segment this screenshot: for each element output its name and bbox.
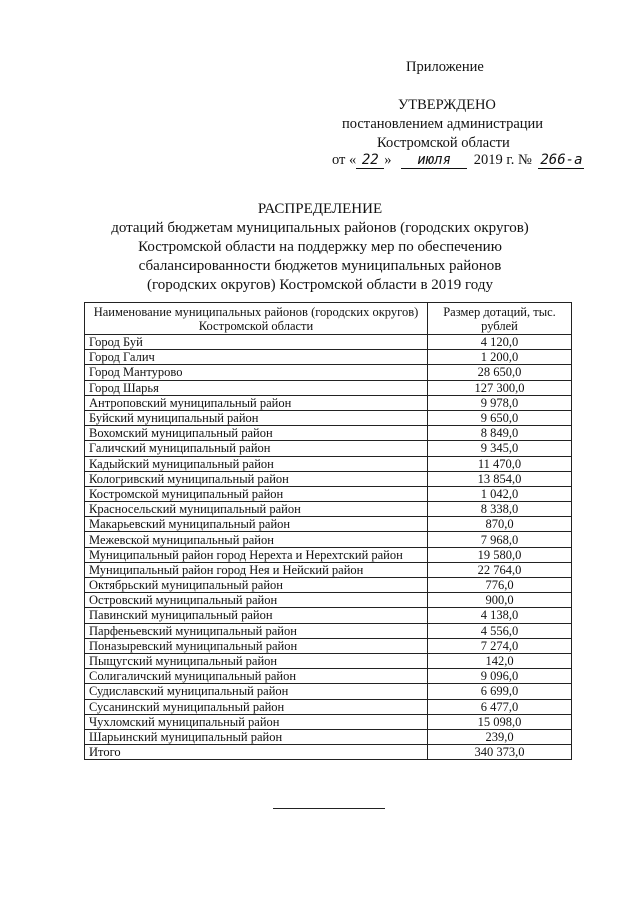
row-value: 15 098,0 — [428, 714, 572, 729]
row-name: Кологривский муниципальный район — [85, 471, 428, 486]
table-row — [85, 456, 572, 471]
heading-line-4: (городских округов) Костромской области в 2019 году — [146, 277, 494, 293]
row-value: 1 200,0 — [428, 350, 572, 365]
header-name: Наименование муниципальных районов (городских округов) Костромской области — [85, 303, 428, 335]
row-name: Пыщугский муниципальный район — [85, 653, 428, 668]
row-value: 8 849,0 — [428, 426, 572, 441]
subsidy-table — [84, 302, 572, 760]
table-row — [85, 699, 572, 714]
table-row — [85, 623, 572, 638]
row-value: 900,0 — [428, 593, 572, 608]
row-value: 28 650,0 — [428, 365, 572, 380]
row-name: Галичский муниципальный район — [85, 441, 428, 456]
table-row — [85, 517, 572, 532]
heading-line-1: дотаций бюджетам муниципальных районов (городских округов) — [111, 220, 529, 236]
row-value: 4 556,0 — [428, 623, 572, 638]
date-month: июля — [401, 153, 467, 169]
row-name: Макарьевский муниципальный район — [85, 517, 428, 532]
row-value: 11 470,0 — [428, 456, 572, 471]
table-row — [85, 335, 572, 350]
table-row — [85, 578, 572, 593]
row-name: Буйский муниципальный район — [85, 410, 428, 425]
row-value: 4 138,0 — [428, 608, 572, 623]
row-name: Город Шарья — [85, 380, 428, 395]
table-row — [85, 653, 572, 668]
table-row — [85, 471, 572, 486]
table-row — [85, 593, 572, 608]
table-row — [85, 365, 572, 380]
row-value: 340 373,0 — [428, 745, 572, 760]
row-value: 8 338,0 — [428, 502, 572, 517]
row-name: Парфеньевский муниципальный район — [85, 623, 428, 638]
date-day: 22 — [356, 153, 384, 169]
row-value: 9 650,0 — [428, 410, 572, 425]
row-value: 7 968,0 — [428, 532, 572, 547]
row-value: 9 345,0 — [428, 441, 572, 456]
row-name: Вохомский муниципальный район — [85, 426, 428, 441]
table-row — [85, 441, 572, 456]
row-value: 776,0 — [428, 578, 572, 593]
table-row — [85, 714, 572, 729]
row-name: Шарьинский муниципальный район — [85, 729, 428, 744]
row-value: 870,0 — [428, 517, 572, 532]
row-name: Муниципальный район город Нея и Нейский район — [85, 562, 428, 577]
table-body — [85, 335, 572, 760]
row-name: Островский муниципальный район — [85, 593, 428, 608]
table-row — [85, 729, 572, 744]
approval-date-line — [332, 151, 584, 169]
table-row — [85, 745, 572, 760]
row-name: Сусанинский муниципальный район — [85, 699, 428, 714]
table-row — [85, 532, 572, 547]
row-name: Город Мантурово — [85, 365, 428, 380]
date-prefix: от « — [332, 152, 357, 168]
table-row — [85, 395, 572, 410]
row-value: 142,0 — [428, 653, 572, 668]
row-name: Кадыйский муниципальный район — [85, 456, 428, 471]
table-row — [85, 486, 572, 501]
row-value: 9 978,0 — [428, 395, 572, 410]
row-value: 4 120,0 — [428, 335, 572, 350]
heading-line-3: сбалансированности бюджетов муниципальных районов — [138, 258, 502, 274]
row-value: 127 300,0 — [428, 380, 572, 395]
table-row — [85, 608, 572, 623]
table-row — [85, 638, 572, 653]
row-value: 9 096,0 — [428, 669, 572, 684]
row-name: Муниципальный район город Нерехта и Нерехтский район — [85, 547, 428, 562]
row-name: Антроповский муниципальный район — [85, 395, 428, 410]
approval-line-1: постановлением администрации — [342, 116, 544, 132]
row-name: Город Галич — [85, 350, 428, 365]
table-header-row — [85, 303, 572, 335]
date-mid: » — [384, 152, 392, 168]
row-name: Поназыревский муниципальный район — [85, 638, 428, 653]
row-name: Солигаличский муниципальный район — [85, 669, 428, 684]
table-row — [85, 669, 572, 684]
table-row — [85, 426, 572, 441]
row-value: 13 854,0 — [428, 471, 572, 486]
table-row — [85, 410, 572, 425]
document-number: 266-а — [540, 152, 583, 168]
header-value: Размер дотаций, тыс. рублей — [428, 303, 572, 335]
heading-line-2: Костромской области на поддержку мер по обеспечению — [138, 239, 502, 255]
row-name: Межевской муниципальный район — [85, 532, 428, 547]
row-name: Чухломский муниципальный район — [85, 714, 428, 729]
row-name: Итого — [85, 745, 428, 760]
row-name: Костромской муниципальный район — [85, 486, 428, 501]
table-row — [85, 380, 572, 395]
row-value: 22 764,0 — [428, 562, 572, 577]
table-row — [85, 547, 572, 562]
table-row — [85, 350, 572, 365]
signature-line — [273, 808, 385, 809]
heading-title: РАСПРЕДЕЛЕНИЕ — [257, 201, 383, 217]
row-value: 239,0 — [428, 729, 572, 744]
date-year-number: 2019 г. № — [473, 152, 532, 168]
table-row — [85, 562, 572, 577]
row-name: Павинский муниципальный район — [85, 608, 428, 623]
table-row — [85, 502, 572, 517]
row-name: Октябрьский муниципальный район — [85, 578, 428, 593]
row-name: Красносельский муниципальный район — [85, 502, 428, 517]
approval-title: УТВЕРЖДЕНО — [398, 97, 496, 113]
row-value: 7 274,0 — [428, 638, 572, 653]
document-heading — [0, 200, 640, 295]
row-value: 1 042,0 — [428, 486, 572, 501]
row-value: 6 477,0 — [428, 699, 572, 714]
appendix-label: Приложение — [406, 59, 484, 75]
row-name: Город Буй — [85, 335, 428, 350]
table-row — [85, 684, 572, 699]
approval-line-2: Костромской области — [377, 135, 510, 151]
row-value: 19 580,0 — [428, 547, 572, 562]
row-name: Судиславский муниципальный район — [85, 684, 428, 699]
row-value: 6 699,0 — [428, 684, 572, 699]
